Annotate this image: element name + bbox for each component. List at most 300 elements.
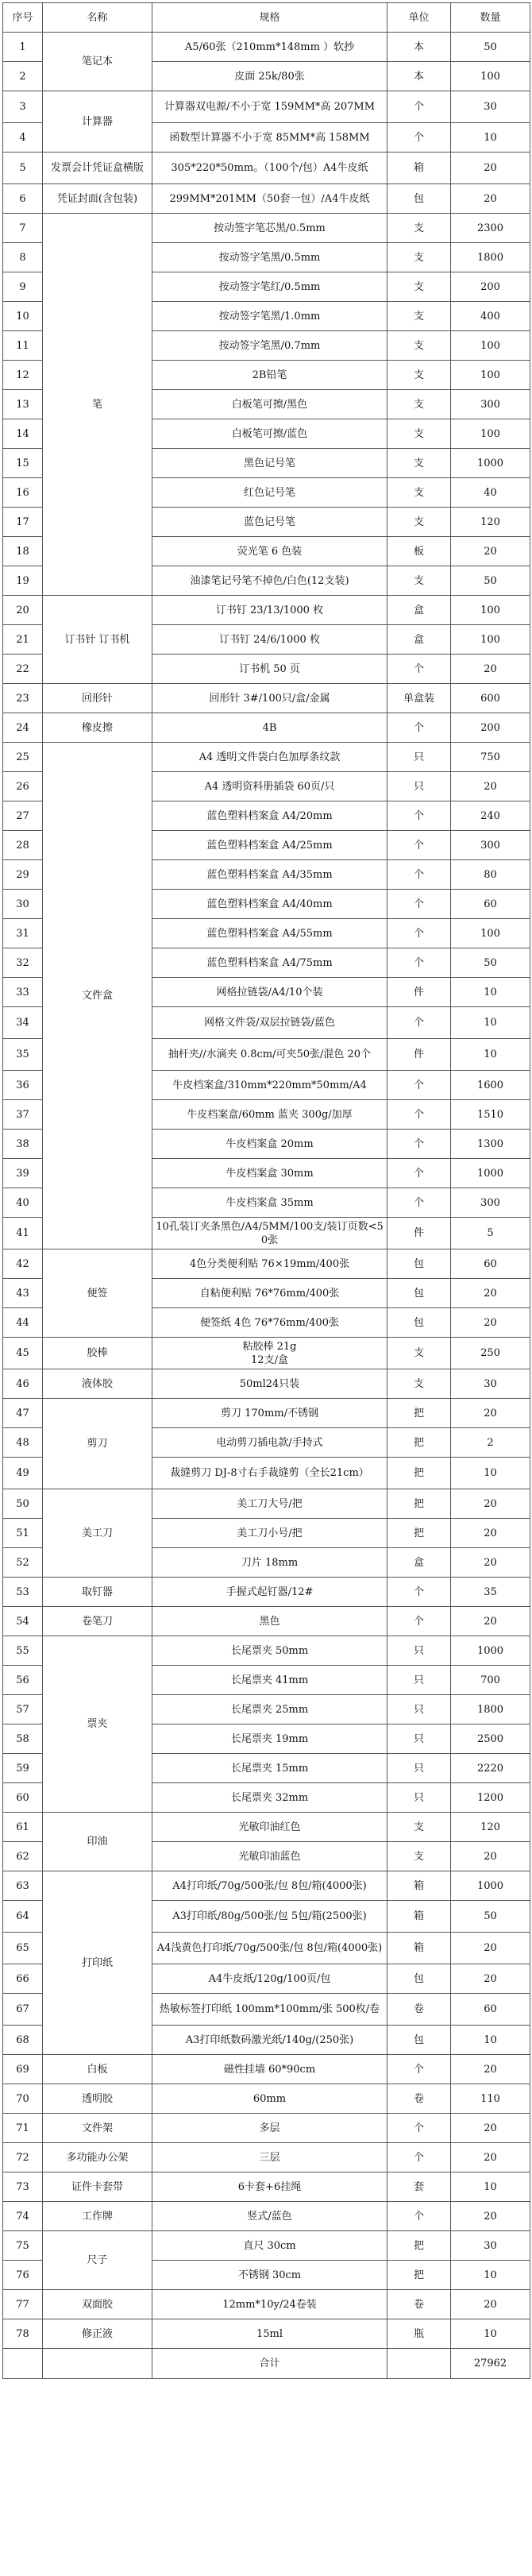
row-unit: 包 <box>387 1308 451 1338</box>
row-qty: 40 <box>451 478 530 508</box>
row-spec: 4色分类便利贴 76×19mm/400张 <box>152 1249 387 1279</box>
table-row <box>3 2319 530 2349</box>
row-qty: 20 <box>451 1548 530 1578</box>
header-row <box>3 3 530 33</box>
row-spec: 光敏印油蓝色 <box>152 1842 387 1871</box>
row-qty: 35 <box>451 1578 530 1607</box>
row-unit: 件 <box>387 1039 451 1071</box>
row-seq: 61 <box>3 1813 43 1842</box>
row-unit: 个 <box>387 655 451 684</box>
row-unit: 箱 <box>387 1871 451 1901</box>
row-spec: A4打印纸/70g/500张/包 8包/箱(4000张) <box>152 1871 387 1901</box>
row-seq: 2 <box>3 62 43 91</box>
row-name: 计算器 <box>43 91 152 153</box>
row-spec: 蓝色记号笔 <box>152 508 387 537</box>
row-qty: 60 <box>451 1249 530 1279</box>
row-unit: 把 <box>387 2261 451 2290</box>
row-seq: 49 <box>3 1458 43 1489</box>
row-unit: 把 <box>387 1428 451 1458</box>
table-row <box>3 1369 530 1399</box>
row-spec: 蓝色塑料档案盒 A4/40mm <box>152 890 387 919</box>
row-qty: 20 <box>451 2202 530 2231</box>
row-seq: 7 <box>3 214 43 243</box>
row-qty: 10 <box>451 123 530 153</box>
row-seq: 60 <box>3 1783 43 1813</box>
row-name: 美工刀 <box>43 1489 152 1578</box>
row-spec: 粘胶棒 21g 12支/盒 <box>152 1338 387 1369</box>
row-seq: 77 <box>3 2290 43 2319</box>
row-spec: 长尾票夹 41mm <box>152 1666 387 1695</box>
row-spec: 光敏印油红色 <box>152 1813 387 1842</box>
row-qty: 1510 <box>451 1100 530 1130</box>
table-row <box>3 1578 530 1607</box>
row-seq: 56 <box>3 1666 43 1695</box>
row-seq: 17 <box>3 508 43 537</box>
row-name: 透明胶 <box>43 2084 152 2114</box>
row-seq: 12 <box>3 361 43 390</box>
row-spec: 红色记号笔 <box>152 478 387 508</box>
row-seq: 18 <box>3 537 43 566</box>
table-row <box>3 1399 530 1428</box>
row-seq: 76 <box>3 2261 43 2290</box>
row-spec: 按动签字笔红/0.5mm <box>152 272 387 302</box>
row-qty: 60 <box>451 1994 530 2026</box>
row-spec: 手握式起钉器/12# <box>152 1578 387 1607</box>
row-name: 卷笔刀 <box>43 1607 152 1636</box>
table-row <box>3 2172 530 2202</box>
row-seq: 16 <box>3 478 43 508</box>
row-qty: 20 <box>451 2055 530 2084</box>
row-seq: 37 <box>3 1100 43 1130</box>
row-name: 胶棒 <box>43 1338 152 1369</box>
row-unit: 支 <box>387 214 451 243</box>
row-qty: 2 <box>451 1428 530 1458</box>
table-row <box>3 1489 530 1519</box>
table-row <box>3 1871 530 1901</box>
row-name: 尺子 <box>43 2231 152 2290</box>
table-row <box>3 2143 530 2172</box>
row-qty: 600 <box>451 684 530 713</box>
row-spec: 订书钉 24/6/1000 枚 <box>152 625 387 655</box>
row-unit: 瓶 <box>387 2319 451 2349</box>
total-unit <box>387 2349 451 2379</box>
row-spec: A4 透明资料册插袋 60页/只 <box>152 772 387 801</box>
row-spec: 剪刀 170mm/不锈钢 <box>152 1399 387 1428</box>
row-unit: 个 <box>387 1130 451 1159</box>
row-spec: 6卡套+6挂绳 <box>152 2172 387 2202</box>
row-seq: 33 <box>3 978 43 1007</box>
row-seq: 72 <box>3 2143 43 2172</box>
row-spec: 自粘便利贴 76*76mm/400张 <box>152 1279 387 1308</box>
row-seq: 14 <box>3 419 43 449</box>
row-unit: 支 <box>387 243 451 272</box>
row-qty: 20 <box>451 1607 530 1636</box>
row-spec: 便签纸 4色 76*76mm/400张 <box>152 1308 387 1338</box>
row-unit: 个 <box>387 1188 451 1218</box>
row-spec: 蓝色塑料档案盒 A4/75mm <box>152 948 387 978</box>
row-unit: 支 <box>387 449 451 478</box>
table-row <box>3 2202 530 2231</box>
row-spec: A3打印纸/80g/500张/包 5包/箱(2500张) <box>152 1901 387 1933</box>
row-qty: 20 <box>451 1308 530 1338</box>
row-unit: 个 <box>387 123 451 153</box>
row-seq: 25 <box>3 743 43 772</box>
table-row <box>3 713 530 743</box>
row-unit: 个 <box>387 1159 451 1188</box>
row-unit: 只 <box>387 1754 451 1783</box>
row-seq: 19 <box>3 566 43 596</box>
row-seq: 31 <box>3 919 43 948</box>
row-unit: 单盒装 <box>387 684 451 713</box>
row-spec: 牛皮档案盒 20mm <box>152 1130 387 1159</box>
table-row <box>3 2231 530 2261</box>
row-qty: 100 <box>451 331 530 361</box>
row-unit: 支 <box>387 272 451 302</box>
table-row <box>3 2114 530 2143</box>
row-spec: 12mm*10y/24卷装 <box>152 2290 387 2319</box>
row-name: 剪刀 <box>43 1399 152 1489</box>
row-unit: 个 <box>387 91 451 123</box>
row-unit: 把 <box>387 1489 451 1519</box>
row-qty: 50 <box>451 948 530 978</box>
row-spec: 计算器双电源/不小于宽 159MM*高 207MM <box>152 91 387 123</box>
row-seq: 58 <box>3 1724 43 1754</box>
total-seq <box>3 2349 43 2379</box>
row-unit: 件 <box>387 978 451 1007</box>
row-spec: 油漆笔记号笔不掉色/白色(12支装) <box>152 566 387 596</box>
row-qty: 1000 <box>451 449 530 478</box>
row-unit: 支 <box>387 302 451 331</box>
row-qty: 30 <box>451 2231 530 2261</box>
row-spec: 黑色 <box>152 1607 387 1636</box>
row-spec: 刀片 18mm <box>152 1548 387 1578</box>
row-qty: 700 <box>451 1666 530 1695</box>
row-qty: 20 <box>451 1842 530 1871</box>
row-spec: 蓝色塑料档案盒 A4/35mm <box>152 860 387 890</box>
row-qty: 400 <box>451 302 530 331</box>
row-seq: 11 <box>3 331 43 361</box>
row-spec: A3打印纸数码激光纸/140g/(250张) <box>152 2026 387 2055</box>
row-unit: 个 <box>387 948 451 978</box>
row-name: 文件架 <box>43 2114 152 2143</box>
row-qty: 20 <box>451 537 530 566</box>
row-name: 修正液 <box>43 2319 152 2349</box>
row-spec: 蓝色塑料档案盒 A4/20mm <box>152 801 387 831</box>
table-row <box>3 1607 530 1636</box>
row-qty: 60 <box>451 890 530 919</box>
row-qty: 20 <box>451 1399 530 1428</box>
row-seq: 69 <box>3 2055 43 2084</box>
row-unit: 包 <box>387 1279 451 1308</box>
row-seq: 35 <box>3 1039 43 1071</box>
row-unit: 卷 <box>387 1994 451 2026</box>
row-unit: 箱 <box>387 153 451 184</box>
row-seq: 15 <box>3 449 43 478</box>
row-seq: 43 <box>3 1279 43 1308</box>
row-spec: 磁性挂墙 60*90cm <box>152 2055 387 2084</box>
row-qty: 30 <box>451 91 530 123</box>
row-spec: 长尾票夹 15mm <box>152 1754 387 1783</box>
row-unit: 支 <box>387 331 451 361</box>
row-seq: 57 <box>3 1695 43 1724</box>
row-unit: 只 <box>387 1695 451 1724</box>
row-qty: 10 <box>451 2261 530 2290</box>
row-seq: 63 <box>3 1871 43 1901</box>
row-seq: 52 <box>3 1548 43 1578</box>
row-seq: 1 <box>3 33 43 62</box>
table-row <box>3 1338 530 1369</box>
row-seq: 67 <box>3 1994 43 2026</box>
row-name: 票夹 <box>43 1636 152 1813</box>
row-seq: 44 <box>3 1308 43 1338</box>
row-spec: 订书钉 23/13/1000 枚 <box>152 596 387 625</box>
row-unit: 件 <box>387 1218 451 1249</box>
row-spec: 299MM*201MM（50套一包）/A4牛皮纸 <box>152 184 387 214</box>
row-qty: 1800 <box>451 243 530 272</box>
row-unit: 包 <box>387 184 451 214</box>
row-seq: 64 <box>3 1901 43 1933</box>
row-spec: 2B铅笔 <box>152 361 387 390</box>
row-unit: 只 <box>387 1636 451 1666</box>
header-spec: 规格 <box>152 3 387 33</box>
row-unit: 本 <box>387 33 451 62</box>
row-name: 打印纸 <box>43 1871 152 2055</box>
row-qty: 300 <box>451 390 530 419</box>
row-unit: 个 <box>387 1578 451 1607</box>
row-qty: 1600 <box>451 1071 530 1100</box>
table-row <box>3 1636 530 1666</box>
row-seq: 26 <box>3 772 43 801</box>
table-row <box>3 2290 530 2319</box>
row-seq: 51 <box>3 1519 43 1548</box>
row-qty: 10 <box>451 2026 530 2055</box>
row-unit: 包 <box>387 1249 451 1279</box>
row-qty: 200 <box>451 713 530 743</box>
row-qty: 20 <box>451 1964 530 1994</box>
row-unit: 只 <box>387 1783 451 1813</box>
row-qty: 20 <box>451 1519 530 1548</box>
row-name: 凭证封面(含包装) <box>43 184 152 214</box>
row-spec: 牛皮档案盒 35mm <box>152 1188 387 1218</box>
row-spec: 裁缝剪刀 DJ-8寸右手裁缝剪（全长21cm） <box>152 1458 387 1489</box>
row-seq: 45 <box>3 1338 43 1369</box>
row-seq: 46 <box>3 1369 43 1399</box>
row-qty: 300 <box>451 1188 530 1218</box>
row-spec: 网格拉链袋/A4/10个装 <box>152 978 387 1007</box>
row-spec: 直尺 30cm <box>152 2231 387 2261</box>
row-spec: 电动剪刀插电款/手持式 <box>152 1428 387 1458</box>
row-unit: 包 <box>387 1964 451 1994</box>
row-seq: 32 <box>3 948 43 978</box>
row-seq: 4 <box>3 123 43 153</box>
row-seq: 62 <box>3 1842 43 1871</box>
row-spec: A4 透明文件袋白色加厚条纹款 <box>152 743 387 772</box>
row-unit: 箱 <box>387 1901 451 1933</box>
row-spec: 15ml <box>152 2319 387 2349</box>
table-row <box>3 743 530 772</box>
row-qty: 20 <box>451 153 530 184</box>
row-seq: 75 <box>3 2231 43 2261</box>
row-qty: 100 <box>451 419 530 449</box>
row-unit: 把 <box>387 1458 451 1489</box>
row-seq: 6 <box>3 184 43 214</box>
row-seq: 9 <box>3 272 43 302</box>
supplies-table <box>2 2 530 2379</box>
row-seq: 50 <box>3 1489 43 1519</box>
row-qty: 120 <box>451 508 530 537</box>
row-spec: 长尾票夹 50mm <box>152 1636 387 1666</box>
row-name: 订书针 订书机 <box>43 596 152 684</box>
row-unit: 支 <box>387 1813 451 1842</box>
row-qty: 50 <box>451 1901 530 1933</box>
row-unit: 个 <box>387 2202 451 2231</box>
row-qty: 80 <box>451 860 530 890</box>
row-unit: 个 <box>387 831 451 860</box>
row-seq: 10 <box>3 302 43 331</box>
row-seq: 74 <box>3 2202 43 2231</box>
row-unit: 支 <box>387 566 451 596</box>
row-unit: 盒 <box>387 1548 451 1578</box>
total-row <box>3 2349 530 2379</box>
row-seq: 22 <box>3 655 43 684</box>
row-qty: 20 <box>451 1489 530 1519</box>
row-spec: 竖式/蓝色 <box>152 2202 387 2231</box>
row-unit: 支 <box>387 390 451 419</box>
row-name: 便签 <box>43 1249 152 1338</box>
row-seq: 23 <box>3 684 43 713</box>
row-unit: 个 <box>387 801 451 831</box>
row-spec: 按动签字笔黑/0.7mm <box>152 331 387 361</box>
row-unit: 卷 <box>387 2084 451 2114</box>
row-qty: 1300 <box>451 1130 530 1159</box>
header-qty: 数量 <box>451 3 530 33</box>
row-unit: 只 <box>387 1724 451 1754</box>
row-unit: 支 <box>387 1842 451 1871</box>
row-spec: A4牛皮纸/120g/100页/包 <box>152 1964 387 1994</box>
table-row <box>3 214 530 243</box>
row-unit: 个 <box>387 2055 451 2084</box>
row-seq: 66 <box>3 1964 43 1994</box>
row-spec: 不锈钢 30cm <box>152 2261 387 2290</box>
row-seq: 34 <box>3 1007 43 1039</box>
row-seq: 53 <box>3 1578 43 1607</box>
row-qty: 20 <box>451 2143 530 2172</box>
total-label: 合计 <box>152 2349 387 2379</box>
row-spec: 按动签字笔芯黑/0.5mm <box>152 214 387 243</box>
row-unit: 把 <box>387 1519 451 1548</box>
row-spec: 抽杆夹//水滴夹 0.8cm/可夹50张/混色 20个 <box>152 1039 387 1071</box>
row-qty: 250 <box>451 1338 530 1369</box>
row-spec: 10孔装订夹条黑色/A4/5MM/100支/装订页数<50张 <box>152 1218 387 1249</box>
row-qty: 10 <box>451 1458 530 1489</box>
row-spec: A5/60张（210mm*148mm ）软抄 <box>152 33 387 62</box>
table-row <box>3 2055 530 2084</box>
row-qty: 50 <box>451 566 530 596</box>
row-seq: 27 <box>3 801 43 831</box>
row-qty: 1000 <box>451 1636 530 1666</box>
row-seq: 55 <box>3 1636 43 1666</box>
header-seq: 序号 <box>3 3 43 33</box>
row-qty: 1000 <box>451 1159 530 1188</box>
row-unit: 只 <box>387 743 451 772</box>
header-name: 名称 <box>43 3 152 33</box>
row-seq: 28 <box>3 831 43 860</box>
row-qty: 20 <box>451 655 530 684</box>
row-name: 白板 <box>43 2055 152 2084</box>
row-spec: 白板笔可擦/黑色 <box>152 390 387 419</box>
row-name: 印油 <box>43 1813 152 1871</box>
row-qty: 10 <box>451 2172 530 2202</box>
row-seq: 38 <box>3 1130 43 1159</box>
row-spec: 热敏标签打印纸 100mm*100mm/张 500枚/卷 <box>152 1994 387 2026</box>
row-seq: 24 <box>3 713 43 743</box>
row-unit: 箱 <box>387 1933 451 1964</box>
row-spec: 长尾票夹 32mm <box>152 1783 387 1813</box>
row-qty: 200 <box>451 272 530 302</box>
row-spec: 多层 <box>152 2114 387 2143</box>
row-seq: 8 <box>3 243 43 272</box>
row-qty: 20 <box>451 772 530 801</box>
row-qty: 10 <box>451 1007 530 1039</box>
row-seq: 71 <box>3 2114 43 2143</box>
row-name: 回形针 <box>43 684 152 713</box>
row-unit: 个 <box>387 860 451 890</box>
row-seq: 36 <box>3 1071 43 1100</box>
row-spec: 订书机 50 页 <box>152 655 387 684</box>
row-seq: 41 <box>3 1218 43 1249</box>
row-unit: 把 <box>387 1399 451 1428</box>
row-qty: 20 <box>451 2114 530 2143</box>
row-qty: 2220 <box>451 1754 530 1783</box>
row-seq: 5 <box>3 153 43 184</box>
row-spec: 三层 <box>152 2143 387 2172</box>
table-row <box>3 91 530 123</box>
row-spec: 牛皮档案盒/310mm*220mm*50mm/A4 <box>152 1071 387 1100</box>
table-row <box>3 184 530 214</box>
row-name: 液体胶 <box>43 1369 152 1399</box>
row-unit: 支 <box>387 508 451 537</box>
row-qty: 750 <box>451 743 530 772</box>
row-seq: 13 <box>3 390 43 419</box>
row-seq: 40 <box>3 1188 43 1218</box>
table-row <box>3 33 530 62</box>
row-spec: 4B <box>152 713 387 743</box>
row-spec: 按动签字笔黑/0.5mm <box>152 243 387 272</box>
row-unit: 只 <box>387 1666 451 1695</box>
row-unit: 支 <box>387 1369 451 1399</box>
table-row <box>3 2084 530 2114</box>
row-name: 笔记本 <box>43 33 152 91</box>
row-unit: 个 <box>387 2143 451 2172</box>
row-qty: 10 <box>451 2319 530 2349</box>
row-seq: 39 <box>3 1159 43 1188</box>
table-row <box>3 684 530 713</box>
row-spec: 蓝色塑料档案盒 A4/25mm <box>152 831 387 860</box>
row-name: 证件卡套带 <box>43 2172 152 2202</box>
row-qty: 100 <box>451 625 530 655</box>
header-unit: 单位 <box>387 3 451 33</box>
row-spec: 60mm <box>152 2084 387 2114</box>
row-qty: 20 <box>451 2290 530 2319</box>
row-seq: 78 <box>3 2319 43 2349</box>
row-unit: 包 <box>387 2026 451 2055</box>
row-qty: 20 <box>451 1933 530 1964</box>
row-spec: 牛皮档案盒 30mm <box>152 1159 387 1188</box>
row-qty: 50 <box>451 33 530 62</box>
row-spec: 长尾票夹 19mm <box>152 1724 387 1754</box>
row-spec: 美工刀大号/把 <box>152 1489 387 1519</box>
row-unit: 个 <box>387 1007 451 1039</box>
